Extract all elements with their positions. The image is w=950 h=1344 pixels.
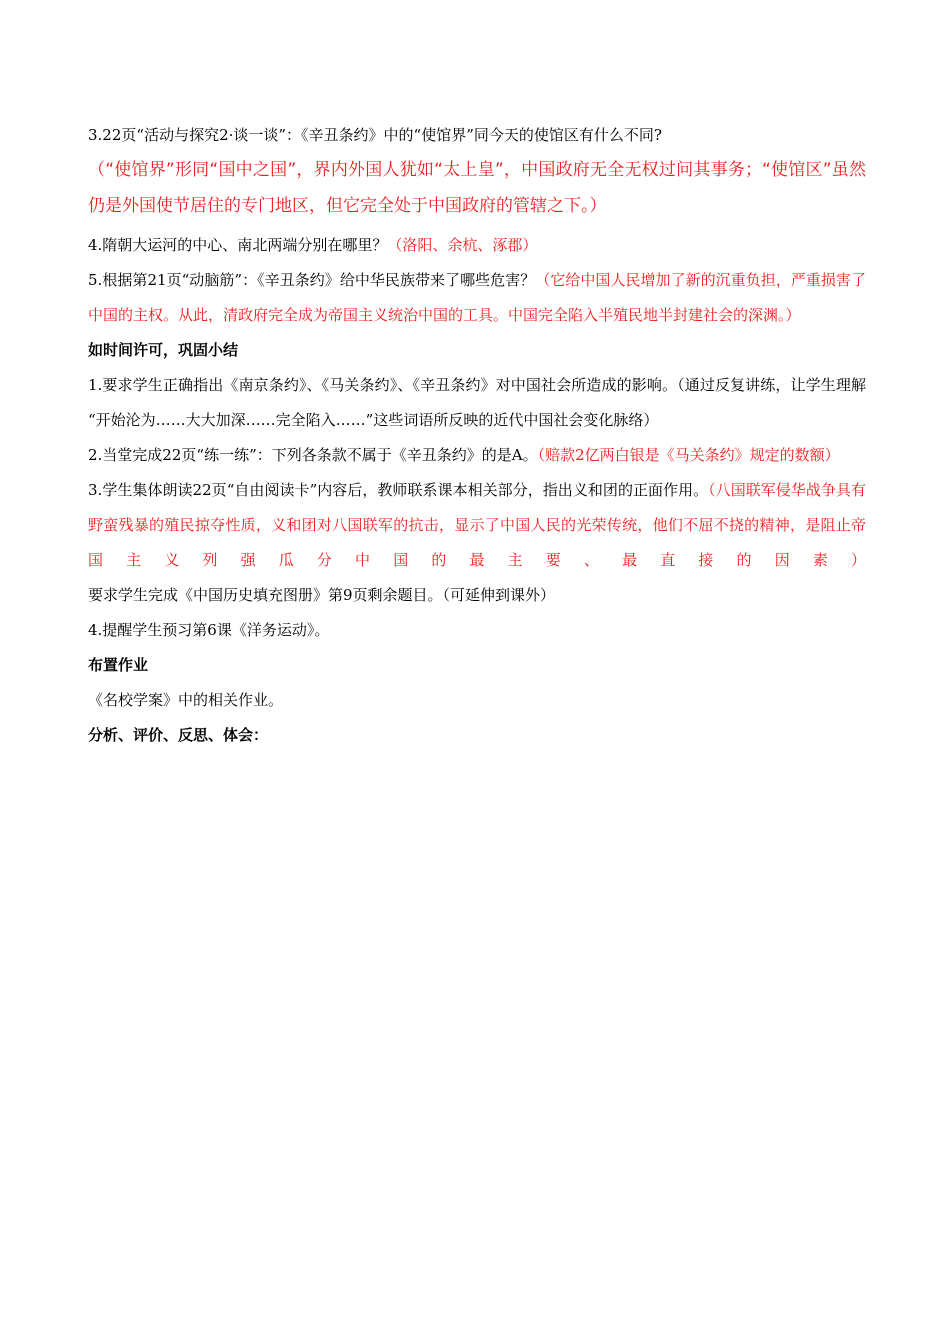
- summary-heading: 如时间许可，巩固小结: [88, 341, 239, 359]
- question-5-text: 5.根据第21页“动脑筋”：《辛丑条约》给中华民族带来了哪些危害？: [88, 271, 536, 289]
- summary-item-4: 4.提醒学生预习第6课《洋务运动》。: [88, 621, 330, 639]
- homework-text: 《名校学案》中的相关作业。: [88, 691, 284, 709]
- reflection-heading: 分析、评价、反思、体会：: [88, 726, 269, 744]
- question-5: [88, 263, 866, 333]
- question-4-text: 4.隋朝大运河的中心、南北两端分别在哪里？: [88, 236, 388, 254]
- summary-item-1: 1.要求学生正确指出《南京条约》、《马关条约》、《辛丑条约》对中国社会所造成的影响。（通过反复讲练，让学生理解 “开始沦为……大大加深……完全陷入……”这些词语所反映的近代中国社会变化脉络）: [88, 376, 866, 429]
- question-3: 3.22页“活动与探究2·谈一谈”：《辛丑条约》中的“使馆界”同今天的使馆区有什么不同?: [88, 126, 662, 144]
- answer-5: （它给中国人民增加了新的沉重负担，严重损害了中国的主权。从此，清政府完全成为帝国主义统治中国的工具。中国完全陷入半殖民地半封建社会的深渊。）: [88, 271, 866, 324]
- document-body: [88, 118, 866, 753]
- summary-item-3-text: 3.学生集体朗读22页“自由阅读卡”内容后，教师联系课本相关部分，指出义和团的正面作用。: [88, 481, 709, 499]
- summary-item-3-tail: 要求学生完成《中国历史填充图册》第9页剩余题目。（可延伸到课外）: [88, 586, 556, 604]
- answer-3: （“使馆界”形同“国中之国”，界内外国人犹如“太上皇”，中国政府无全无权过问其事务；“使馆区”虽然仍是外国使节居住的专门地区，但它完全处于中国政府的管辖之下。）: [88, 160, 866, 216]
- answer-4: （洛阳、余杭、涿郡）: [387, 236, 538, 254]
- summary-item-2-answer: （赔款2亿两白银是《马关条约》规定的数额）: [537, 446, 840, 464]
- summary-item-3: [88, 473, 866, 613]
- summary-item-2-text: 2.当堂完成22页“练一练”：下列各条款不属于《辛丑条约》的是A。: [88, 446, 538, 464]
- homework-heading: 布置作业: [88, 656, 149, 674]
- summary-item-2: [88, 438, 866, 473]
- question-4: [88, 228, 866, 263]
- summary-item-3-answer: （八国联军侵华战争具有野蛮残暴的殖民掠夺性质，义和团对八国联军的抗击，显示了中国人民的光荣传统，他们不屈不挠的精神，是阻止帝国主义列强瓜分中国的最主要、最直接的因素）: [88, 481, 866, 569]
